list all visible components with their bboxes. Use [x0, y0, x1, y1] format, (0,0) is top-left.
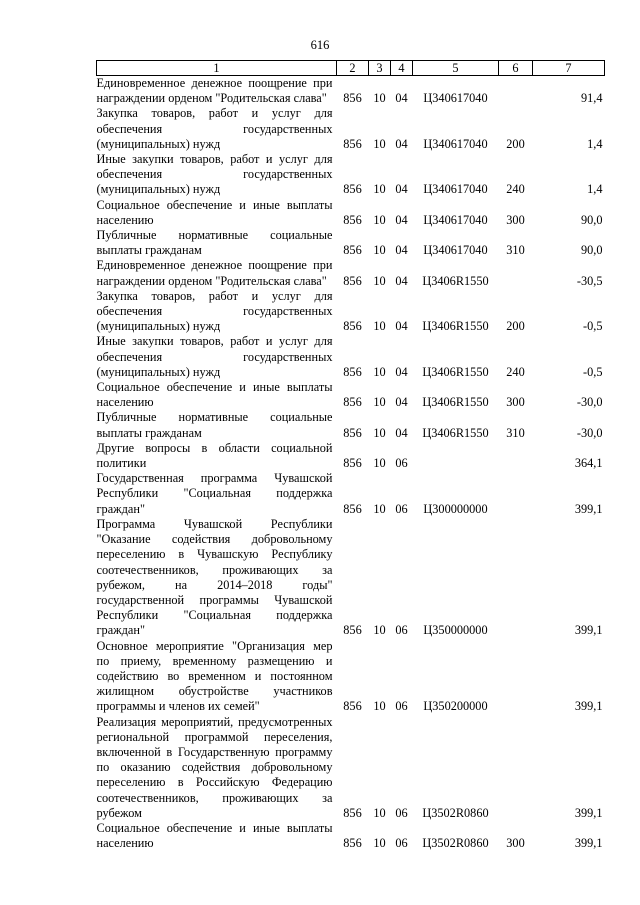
row-section-code: 10 [373, 182, 386, 197]
header-col-6: 6 [499, 61, 533, 76]
row-target-code: Ц350200000 [423, 699, 488, 714]
row-ministry-code: 856 [343, 623, 362, 638]
row-ministry-code: 856 [343, 456, 362, 471]
row-subsection-code: 04 [395, 364, 408, 379]
row-subsection-code: 04 [395, 273, 408, 288]
row-target-code: Ц340617040 [423, 243, 488, 258]
row-amount: -30,5 [576, 273, 603, 288]
row-section-code: 10 [373, 136, 386, 151]
row-name: Другие вопросы в области социальной политики [96, 440, 333, 471]
row-subsection-code: 06 [395, 836, 408, 851]
row-expense-kind: 300 [506, 212, 525, 227]
row-amount: 399,1 [574, 699, 603, 714]
row-subsection-code: 04 [395, 243, 408, 258]
row-subsection-code: 06 [395, 456, 408, 471]
table-row [97, 152, 605, 198]
row-target-code: Ц300000000 [423, 501, 488, 516]
row-expense-kind [499, 76, 533, 107]
row-name: Иные закупки товаров, работ и услуг для обеспечения государственных (муниципальных) нужд [96, 152, 333, 197]
row-ministry-code: 856 [343, 319, 362, 334]
row-section-code: 10 [373, 364, 386, 379]
row-amount: 399,1 [574, 501, 603, 516]
row-section-code: 10 [373, 501, 386, 516]
row-section-code: 10 [373, 623, 386, 638]
row-name: Реализация мероприятий, предусмотренных региональной программой переселения, включенной в Государственную программу по оказанию содействия добровольному переселению в Российскую Федерацию соотечественников, проживающих за рубежом [96, 714, 333, 820]
row-ministry-code: 856 [343, 243, 362, 258]
row-section-code: 10 [373, 805, 386, 820]
table-row [97, 76, 605, 107]
row-expense-kind [499, 258, 533, 288]
row-section-code: 10 [373, 91, 386, 106]
table-header [97, 61, 605, 76]
row-expense-kind: 310 [506, 243, 525, 258]
header-col-4: 4 [391, 61, 413, 76]
row-expense-kind: 240 [506, 364, 525, 379]
row-section-code: 10 [373, 836, 386, 851]
row-target-code: Ц340617040 [423, 91, 488, 106]
row-name: Публичные нормативные социальные выплаты гражданам [96, 228, 333, 258]
row-ministry-code: 856 [343, 699, 362, 714]
row-target-code: Ц3406R1550 [422, 319, 489, 334]
table-row [97, 471, 605, 517]
budget-table [96, 60, 605, 851]
table-body [97, 76, 605, 852]
row-subsection-code: 04 [395, 136, 408, 151]
row-ministry-code: 856 [343, 182, 362, 197]
row-expense-kind [499, 471, 533, 517]
row-target-code: Ц340617040 [423, 182, 488, 197]
row-section-code: 10 [373, 243, 386, 258]
row-target-code: Ц340617040 [423, 212, 488, 227]
row-amount: -30,0 [576, 425, 603, 440]
row-amount: 399,1 [574, 805, 603, 820]
row-name: Публичные нормативные социальные выплаты гражданам [96, 410, 333, 440]
table-row [97, 258, 605, 288]
table-row [97, 106, 605, 152]
row-expense-kind [499, 441, 533, 471]
table-row [97, 821, 605, 851]
row-expense-kind: 310 [506, 425, 525, 440]
page-number: 616 [310, 38, 330, 52]
row-name: Закупка товаров, работ и услуг для обеспечения государственных (муниципальных) нужд [96, 288, 333, 334]
row-section-code: 10 [373, 212, 386, 227]
table-row [97, 715, 605, 821]
row-target-code: Ц3406R1550 [422, 273, 489, 288]
header-col-1: 1 [97, 61, 337, 76]
row-expense-kind: 200 [506, 136, 525, 151]
row-amount: 91,4 [580, 91, 603, 106]
row-section-code: 10 [373, 395, 386, 410]
row-expense-kind: 240 [506, 182, 525, 197]
row-amount: 399,1 [574, 623, 603, 638]
row-ministry-code: 856 [343, 364, 362, 379]
row-subsection-code: 04 [395, 395, 408, 410]
table-row [97, 289, 605, 335]
header-col-2: 2 [337, 61, 369, 76]
row-target-code: Ц3406R1550 [422, 395, 489, 410]
row-amount: 1,4 [587, 182, 603, 197]
row-name: Иные закупки товаров, работ и услуг для обеспечения государственных (муниципальных) нужд [96, 334, 333, 379]
row-amount: 1,4 [587, 136, 603, 151]
row-subsection-code: 06 [395, 699, 408, 714]
header-col-5: 5 [413, 61, 499, 76]
header-col-3: 3 [369, 61, 391, 76]
row-amount: 364,1 [574, 456, 603, 471]
table-row [97, 410, 605, 440]
row-name: Социальное обеспечение и иные выплаты населению [96, 820, 333, 851]
row-expense-kind [499, 517, 533, 639]
row-name: Социальное обеспечение и иные выплаты населению [96, 380, 333, 410]
row-section-code: 10 [373, 456, 386, 471]
row-expense-kind: 300 [506, 395, 525, 410]
row-section-code: 10 [373, 319, 386, 334]
row-amount: -30,0 [576, 395, 603, 410]
row-name: Единовременное денежное поощрение при награждении орденом "Родительская слава" [96, 258, 333, 288]
header-col-7: 7 [533, 61, 605, 76]
row-amount: -0,5 [583, 319, 603, 334]
row-target-code: Ц3406R1550 [422, 425, 489, 440]
row-expense-kind [499, 639, 533, 715]
row-target-code [413, 441, 499, 471]
row-subsection-code: 04 [395, 319, 408, 334]
row-name: Основное мероприятие "Организация мер по приему, временному размещению и содействию во временном и постоянном жилищном обустройстве участников программы и членов их семей" [96, 638, 333, 714]
row-section-code: 10 [373, 699, 386, 714]
row-ministry-code: 856 [343, 425, 362, 440]
row-section-code: 10 [373, 425, 386, 440]
row-expense-kind [499, 715, 533, 821]
row-name: Социальное обеспечение и иные выплаты населению [96, 197, 333, 227]
row-name: Государственная программа Чувашской Республики "Социальная поддержка граждан" [96, 471, 333, 516]
table-row [97, 441, 605, 471]
table-row [97, 639, 605, 715]
row-amount: 90,0 [580, 212, 603, 227]
row-amount: 90,0 [580, 243, 603, 258]
row-name: Программа Чувашской Республики "Оказание содействия добровольному переселению в Чувашскую Республику соотечественников, проживающих за рубежом, на 2014–2018 годы" государственной программы Чувашской Республики "Социальная поддержка граждан" [96, 516, 333, 638]
row-ministry-code: 856 [343, 136, 362, 151]
table-row [97, 198, 605, 228]
header-row [97, 61, 605, 76]
row-ministry-code: 856 [343, 273, 362, 288]
row-target-code: Ц3502R0860 [422, 805, 489, 820]
row-section-code: 10 [373, 273, 386, 288]
row-ministry-code: 856 [343, 836, 362, 851]
row-target-code: Ц350000000 [423, 623, 488, 638]
row-subsection-code: 04 [395, 212, 408, 227]
table-row [97, 334, 605, 380]
row-target-code: Ц3502R0860 [422, 836, 489, 851]
row-subsection-code: 06 [395, 805, 408, 820]
row-amount: 399,1 [574, 836, 603, 851]
row-subsection-code: 06 [395, 501, 408, 516]
row-amount: -0,5 [583, 364, 603, 379]
row-ministry-code: 856 [343, 91, 362, 106]
table-row [97, 228, 605, 258]
row-name: Закупка товаров, работ и услуг для обеспечения государственных (муниципальных) нужд [96, 106, 333, 151]
table-row [97, 380, 605, 410]
row-expense-kind: 300 [506, 836, 525, 851]
row-target-code: Ц340617040 [423, 136, 488, 151]
row-subsection-code: 06 [395, 623, 408, 638]
row-ministry-code: 856 [343, 501, 362, 516]
row-ministry-code: 856 [343, 212, 362, 227]
row-subsection-code: 04 [395, 425, 408, 440]
row-subsection-code: 04 [395, 182, 408, 197]
row-subsection-code: 04 [395, 91, 408, 106]
row-name: Единовременное денежное поощрение при награждении орденом "Родительская слава" [96, 76, 333, 106]
table-row [97, 517, 605, 639]
row-target-code: Ц3406R1550 [422, 364, 489, 379]
row-expense-kind: 200 [506, 319, 525, 334]
row-ministry-code: 856 [343, 805, 362, 820]
row-ministry-code: 856 [343, 395, 362, 410]
